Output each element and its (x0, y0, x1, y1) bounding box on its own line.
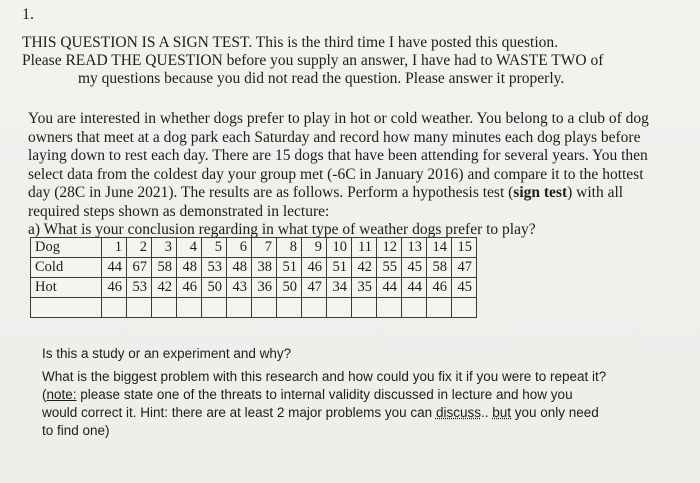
note-label: note: (46, 387, 77, 402)
sign-test-emphasis: sign test (513, 184, 568, 201)
intro-line-3: my questions because you did not read the question. Please answer it properly. (78, 70, 565, 87)
data-table (30, 237, 477, 318)
question-a: a) What is your conclusion regarding in what type of weather dogs prefer to play? (28, 221, 536, 238)
intro-line-2: Please READ THE QUESTION before you supply an answer, I have had to WASTE TWO of (22, 52, 604, 69)
problem-description: You are interested in whether dogs prefer to play in hot or cold weather. You belong to a club of dog owners that meet at a dog park each Saturday and record how many minutes each dog plays before laying down to rest each day. There are 15 dogs that have been attending for several years. You then select data from the coldest day your group met (-6C in January 2016) and compare it to the hottest day (28C in June 2021). The results are as follows. Perform a hypothesis test (sign test) with all required steps shown as demonstrated in lecture: a) What is your conclusion regarding in what type of weather dogs prefer to play? (28, 110, 649, 238)
question-number: 1. (22, 6, 34, 23)
question-biggest-problem: What is the biggest problem with this research and how could you fix it if you were to repeat it? (note: please state one of the threats to internal validity discussed in lecture and how you would correct it. Hint: there are at least 2 major problems you can discuss.. but you only need to find one) (42, 369, 607, 438)
table-row-dog: Dog 1 2 3 4 5 6 7 8 9 10 11 12 13 14 15 (31, 238, 477, 258)
table-row-blank (31, 298, 477, 318)
question-study-or-experiment: Is this a study or an experiment and why? (42, 346, 292, 361)
table-row-hot: Hot 46 53 42 46 50 43 36 50 47 34 35 44 44 46 45 (31, 278, 477, 298)
intro-line-1: THIS QUESTION IS A SIGN TEST. This is the third time I have posted this question. (22, 34, 559, 51)
table-row-cold: Cold 44 67 58 48 53 48 38 51 46 51 42 55 45 58 47 (31, 258, 477, 278)
intro-paragraph (22, 34, 672, 88)
